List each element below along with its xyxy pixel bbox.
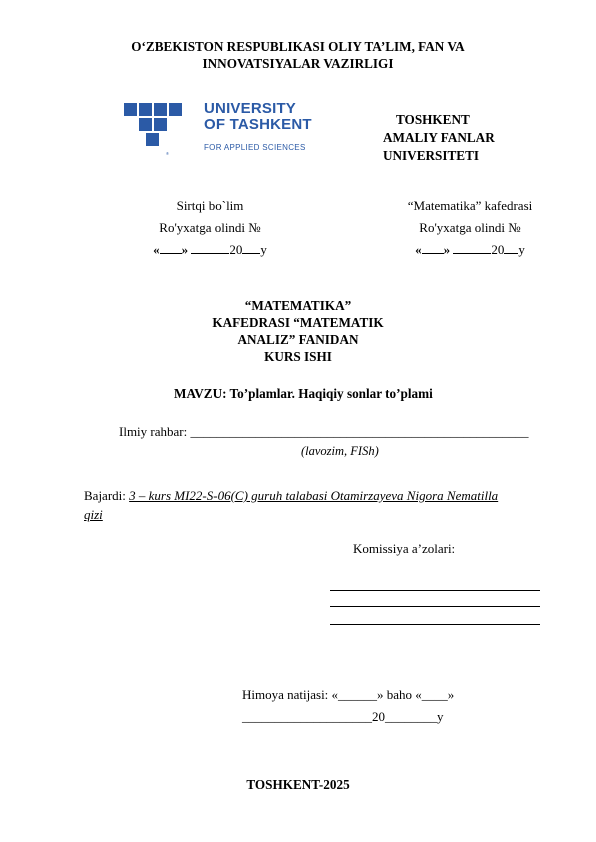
university-line-1: TOSHKENT bbox=[396, 112, 470, 127]
performer-label: Bajardi: bbox=[84, 488, 130, 503]
ministry-line-1: O‘ZBEKISTON RESPUBLIKASI OLIY TA’LIM, FAN VA bbox=[131, 39, 465, 54]
commission-line-3 bbox=[330, 624, 540, 625]
supervisor-line bbox=[119, 424, 528, 440]
supervisor-note: (lavozim, FISh) bbox=[301, 444, 379, 458]
left-month-blank bbox=[191, 242, 229, 254]
right-day-blank bbox=[422, 242, 444, 254]
left-line-1: Sirtqi bo`lim bbox=[176, 198, 244, 213]
performer-value: 3 – kurs MI22-S-06(C) guruh talabasi Otamirzayeva Nigora Nematilla bbox=[129, 488, 499, 503]
supervisor-label: Ilmiy rahbar: bbox=[119, 424, 191, 439]
svg-text:®: ® bbox=[166, 151, 169, 155]
logo-text-line-2: OF TASHKENT bbox=[204, 116, 312, 133]
topic-heading: MAVZU: To’plamlar. Haqiqiy sonlar to’plami bbox=[174, 386, 433, 401]
performer-block bbox=[84, 486, 498, 524]
left-date-line bbox=[120, 239, 300, 261]
commission-line-2 bbox=[330, 606, 540, 607]
supervisor-blank: ____________________________________________________ bbox=[190, 424, 529, 439]
right-month-blank bbox=[453, 242, 491, 254]
right-line-1: “Matematika” kafedrasi bbox=[407, 198, 533, 213]
right-registration-block bbox=[380, 195, 560, 261]
university-logo bbox=[124, 100, 314, 155]
defense-result-block bbox=[242, 684, 454, 728]
title-line-4: KURS ISHI bbox=[264, 349, 332, 364]
left-year-prefix: 20 bbox=[229, 242, 243, 257]
performer-value-continued: qizi bbox=[84, 507, 103, 522]
title-line-2: KAFEDRASI “MATEMATIK bbox=[212, 315, 384, 330]
left-year-suffix: y bbox=[260, 242, 267, 257]
logo-text-line-3: FOR APPLIED SCIENCES bbox=[204, 143, 306, 152]
performer-line-1 bbox=[84, 486, 498, 505]
university-name bbox=[383, 111, 495, 165]
right-quote-close: » bbox=[443, 242, 451, 257]
university-line-3: UNIVERSITETI bbox=[383, 148, 480, 163]
right-quote-open: « bbox=[415, 242, 422, 257]
ministry-line-2: INNOVATSIYALAR VAZIRLIGI bbox=[202, 56, 394, 71]
title-line-1: “MATEMATIKA” bbox=[244, 298, 352, 313]
document-title bbox=[0, 297, 596, 365]
left-quote-close: » bbox=[181, 242, 189, 257]
commission-label: Komissiya a’zolari: bbox=[353, 541, 456, 556]
left-day-blank bbox=[160, 242, 182, 254]
defense-line-2: ____________________20________y bbox=[242, 709, 444, 724]
ministry-header bbox=[0, 38, 596, 72]
right-line-2: Ro'yxatga olindi № bbox=[419, 220, 521, 235]
right-year-suffix: y bbox=[518, 242, 525, 257]
title-line-3: ANALIZ” FANIDAN bbox=[237, 332, 359, 347]
defense-line-1: Himoya natijasi: «______» baho «____» bbox=[242, 687, 455, 702]
right-date-line bbox=[380, 239, 560, 261]
right-year-prefix: 20 bbox=[491, 242, 505, 257]
left-line-2: Ro'yxatga olindi № bbox=[159, 220, 261, 235]
left-year-blank bbox=[242, 242, 260, 254]
university-line-2: AMALIY FANLAR bbox=[383, 130, 495, 145]
left-quote-open: « bbox=[153, 242, 160, 257]
footer-city-year: TOSHKENT-2025 bbox=[246, 777, 350, 792]
performer-line-2 bbox=[84, 505, 498, 524]
logo-text-line-1: UNIVERSITY bbox=[204, 100, 297, 117]
right-year-blank bbox=[504, 242, 518, 254]
left-registration-block bbox=[120, 195, 300, 261]
commission-line-1 bbox=[330, 590, 540, 591]
